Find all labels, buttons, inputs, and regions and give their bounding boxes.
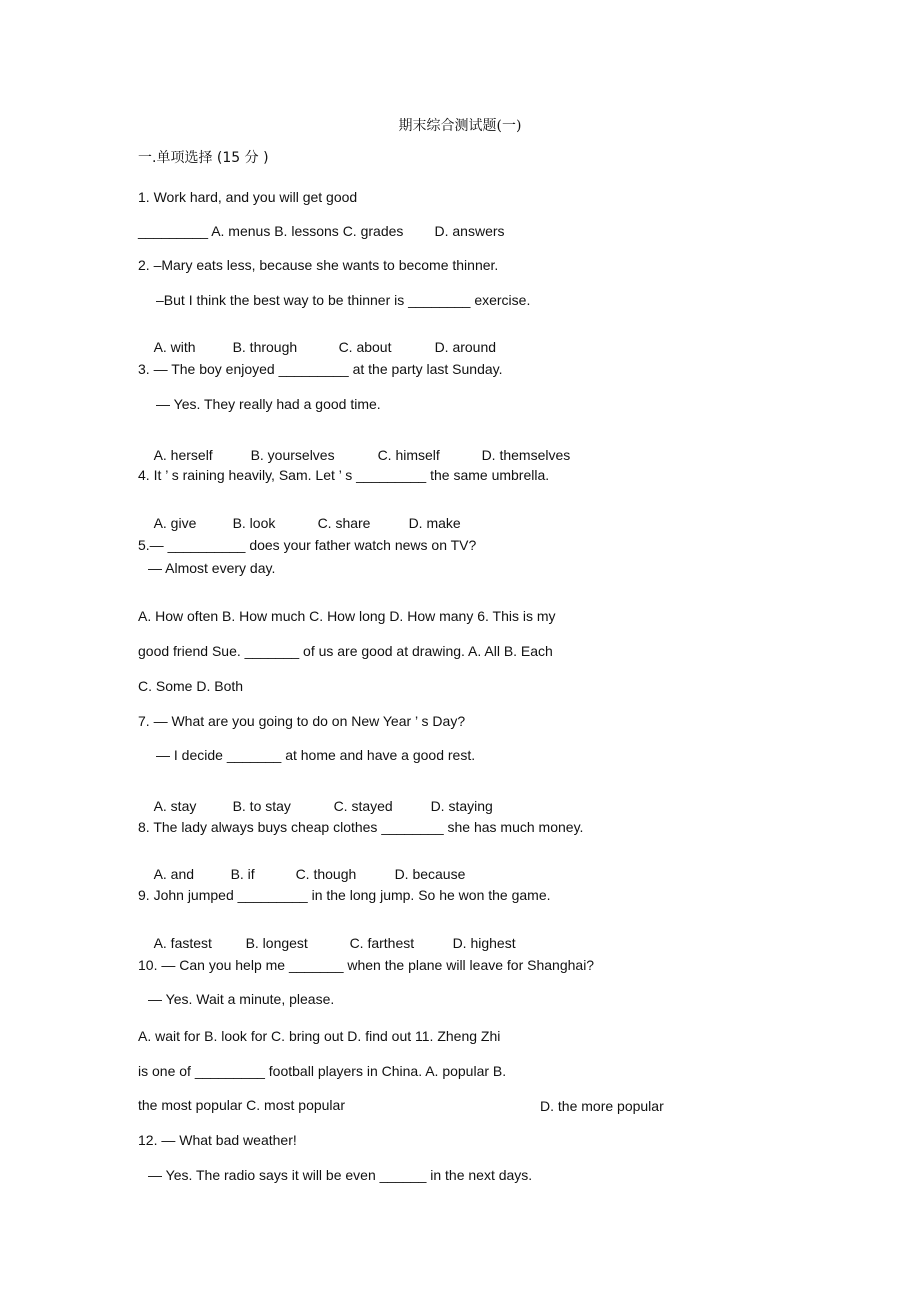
question-5-options: A. How often B. How much C. How long D. How many 6. This is my: [138, 608, 556, 624]
question-12-line-1: 12. — What bad weather!: [138, 1132, 297, 1148]
option: B. to stay: [232, 798, 291, 814]
option: D. make: [408, 515, 461, 531]
question-3-line-1: 3. — The boy enjoyed _________ at the party last Sunday.: [138, 361, 503, 377]
option: B. yourselves: [250, 447, 335, 463]
option: D. highest: [452, 935, 516, 951]
option: B. look: [232, 515, 276, 531]
question-9-line-1: 9. John jumped _________ in the long jump. So he won the game.: [138, 887, 551, 903]
option: B. if: [230, 866, 255, 882]
option: C. stayed: [333, 798, 393, 814]
question-6-line-1: good friend Sue. _______ of us are good at drawing. A. All B. Each: [138, 643, 553, 659]
option: B. through: [232, 339, 298, 355]
option: A. fastest: [153, 935, 212, 951]
question-2-line-2: –But I think the best way to be thinner is ________ exercise.: [156, 292, 531, 308]
question-11-line-1: is one of _________ football players in China. A. popular B.: [138, 1063, 507, 1079]
section-heading: 一.单项选择 (15 分 ): [138, 150, 269, 166]
question-10-line-1: 10. — Can you help me _______ when the plane will leave for Shanghai?: [138, 957, 595, 973]
question-2-line-1: 2. –Mary eats less, because she wants to become thinner.: [138, 257, 499, 273]
question-5-line-1: 5.— __________ does your father watch news on TV?: [138, 537, 477, 553]
question-10-line-2: — Yes. Wait a minute, please.: [148, 991, 335, 1007]
page-title: 期末综合测试题(一): [398, 118, 522, 134]
question-12-line-2: — Yes. The radio says it will be even ______ in the next days.: [148, 1167, 533, 1183]
option: C. about: [338, 339, 392, 355]
option: C. though: [295, 866, 357, 882]
question-4-line-1: 4. It ’ s raining heavily, Sam. Let ’ s _________ the same umbrella.: [138, 467, 550, 483]
option: C. farthest: [349, 935, 415, 951]
question-8-line-1: 8. The lady always buys cheap clothes ________ she has much money.: [138, 819, 584, 835]
option: C. himself: [377, 447, 440, 463]
option: A. and: [153, 866, 195, 882]
question-5-line-2: — Almost every day.: [148, 560, 276, 576]
question-10-options: A. wait for B. look for C. bring out D. find out 11. Zheng Zhi: [138, 1028, 501, 1044]
question-1-line-2: _________ A. menus B. lessons C. grades D. answers: [138, 223, 505, 239]
question-7-line-1: 7. — What are you going to do on New Year ’ s Day?: [138, 713, 466, 729]
option: A. stay: [153, 798, 197, 814]
question-11-option-d: D. the more popular: [540, 1098, 664, 1114]
question-3-line-2: — Yes. They really had a good time.: [156, 396, 381, 412]
option: D. because: [394, 866, 466, 882]
option: D. around: [434, 339, 497, 355]
option: B. longest: [245, 935, 308, 951]
question-7-line-2: — I decide _______ at home and have a good rest.: [156, 747, 476, 763]
option: A. with: [153, 339, 196, 355]
option: D. staying: [430, 798, 493, 814]
option: C. share: [317, 515, 371, 531]
question-6-line-2: C. Some D. Both: [138, 678, 244, 694]
question-1-line-1: 1. Work hard, and you will get good: [138, 189, 358, 205]
question-11-line-2: the most popular C. most popular: [138, 1097, 345, 1113]
option: A. herself: [153, 447, 213, 463]
option: A. give: [153, 515, 197, 531]
option: D. themselves: [481, 447, 571, 463]
